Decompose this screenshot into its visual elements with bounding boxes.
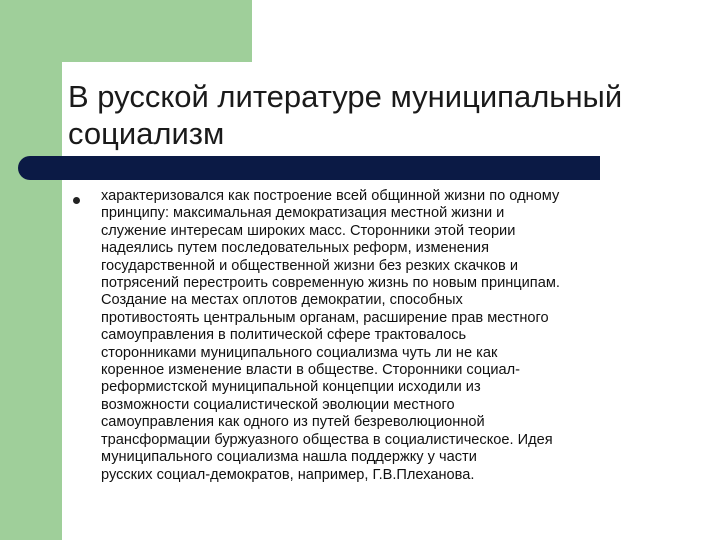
bullet-icon	[73, 197, 80, 204]
slide-title: В русской литературе муниципальный социализм	[68, 79, 623, 151]
bullet-text: характеризовался как построение всей общинной жизни по одному принципу: максимальная демократизация местной жизни и служение интересам широких масс. Сторонники этой теории надеялись путем последовательных реформ, изменения государственной и общественной жизни без резких скачков и потрясений перестроить современную жизнь по новым принципам. Создание на местах оплотов демократии, способных противостоять центральным органам, расширение прав местного самоуправления в политической сфере трактовалось сторонниками муниципального социализма чуть ли не как коренное изменение власти в обществе. Сторонники социал- реформистской муниципальной концепции исходили из возможности социалистической эволюции местного самоуправления как одного из путей безреволюционной трансформации буржуазного общества в социалистическое. Идея муниципального социализма нашла поддержку у части русских социал-демократов, например, Г.В.Плеханова.	[101, 188, 560, 483]
decorative-green-bar-left	[0, 0, 62, 540]
title-divider-bar	[18, 156, 600, 180]
